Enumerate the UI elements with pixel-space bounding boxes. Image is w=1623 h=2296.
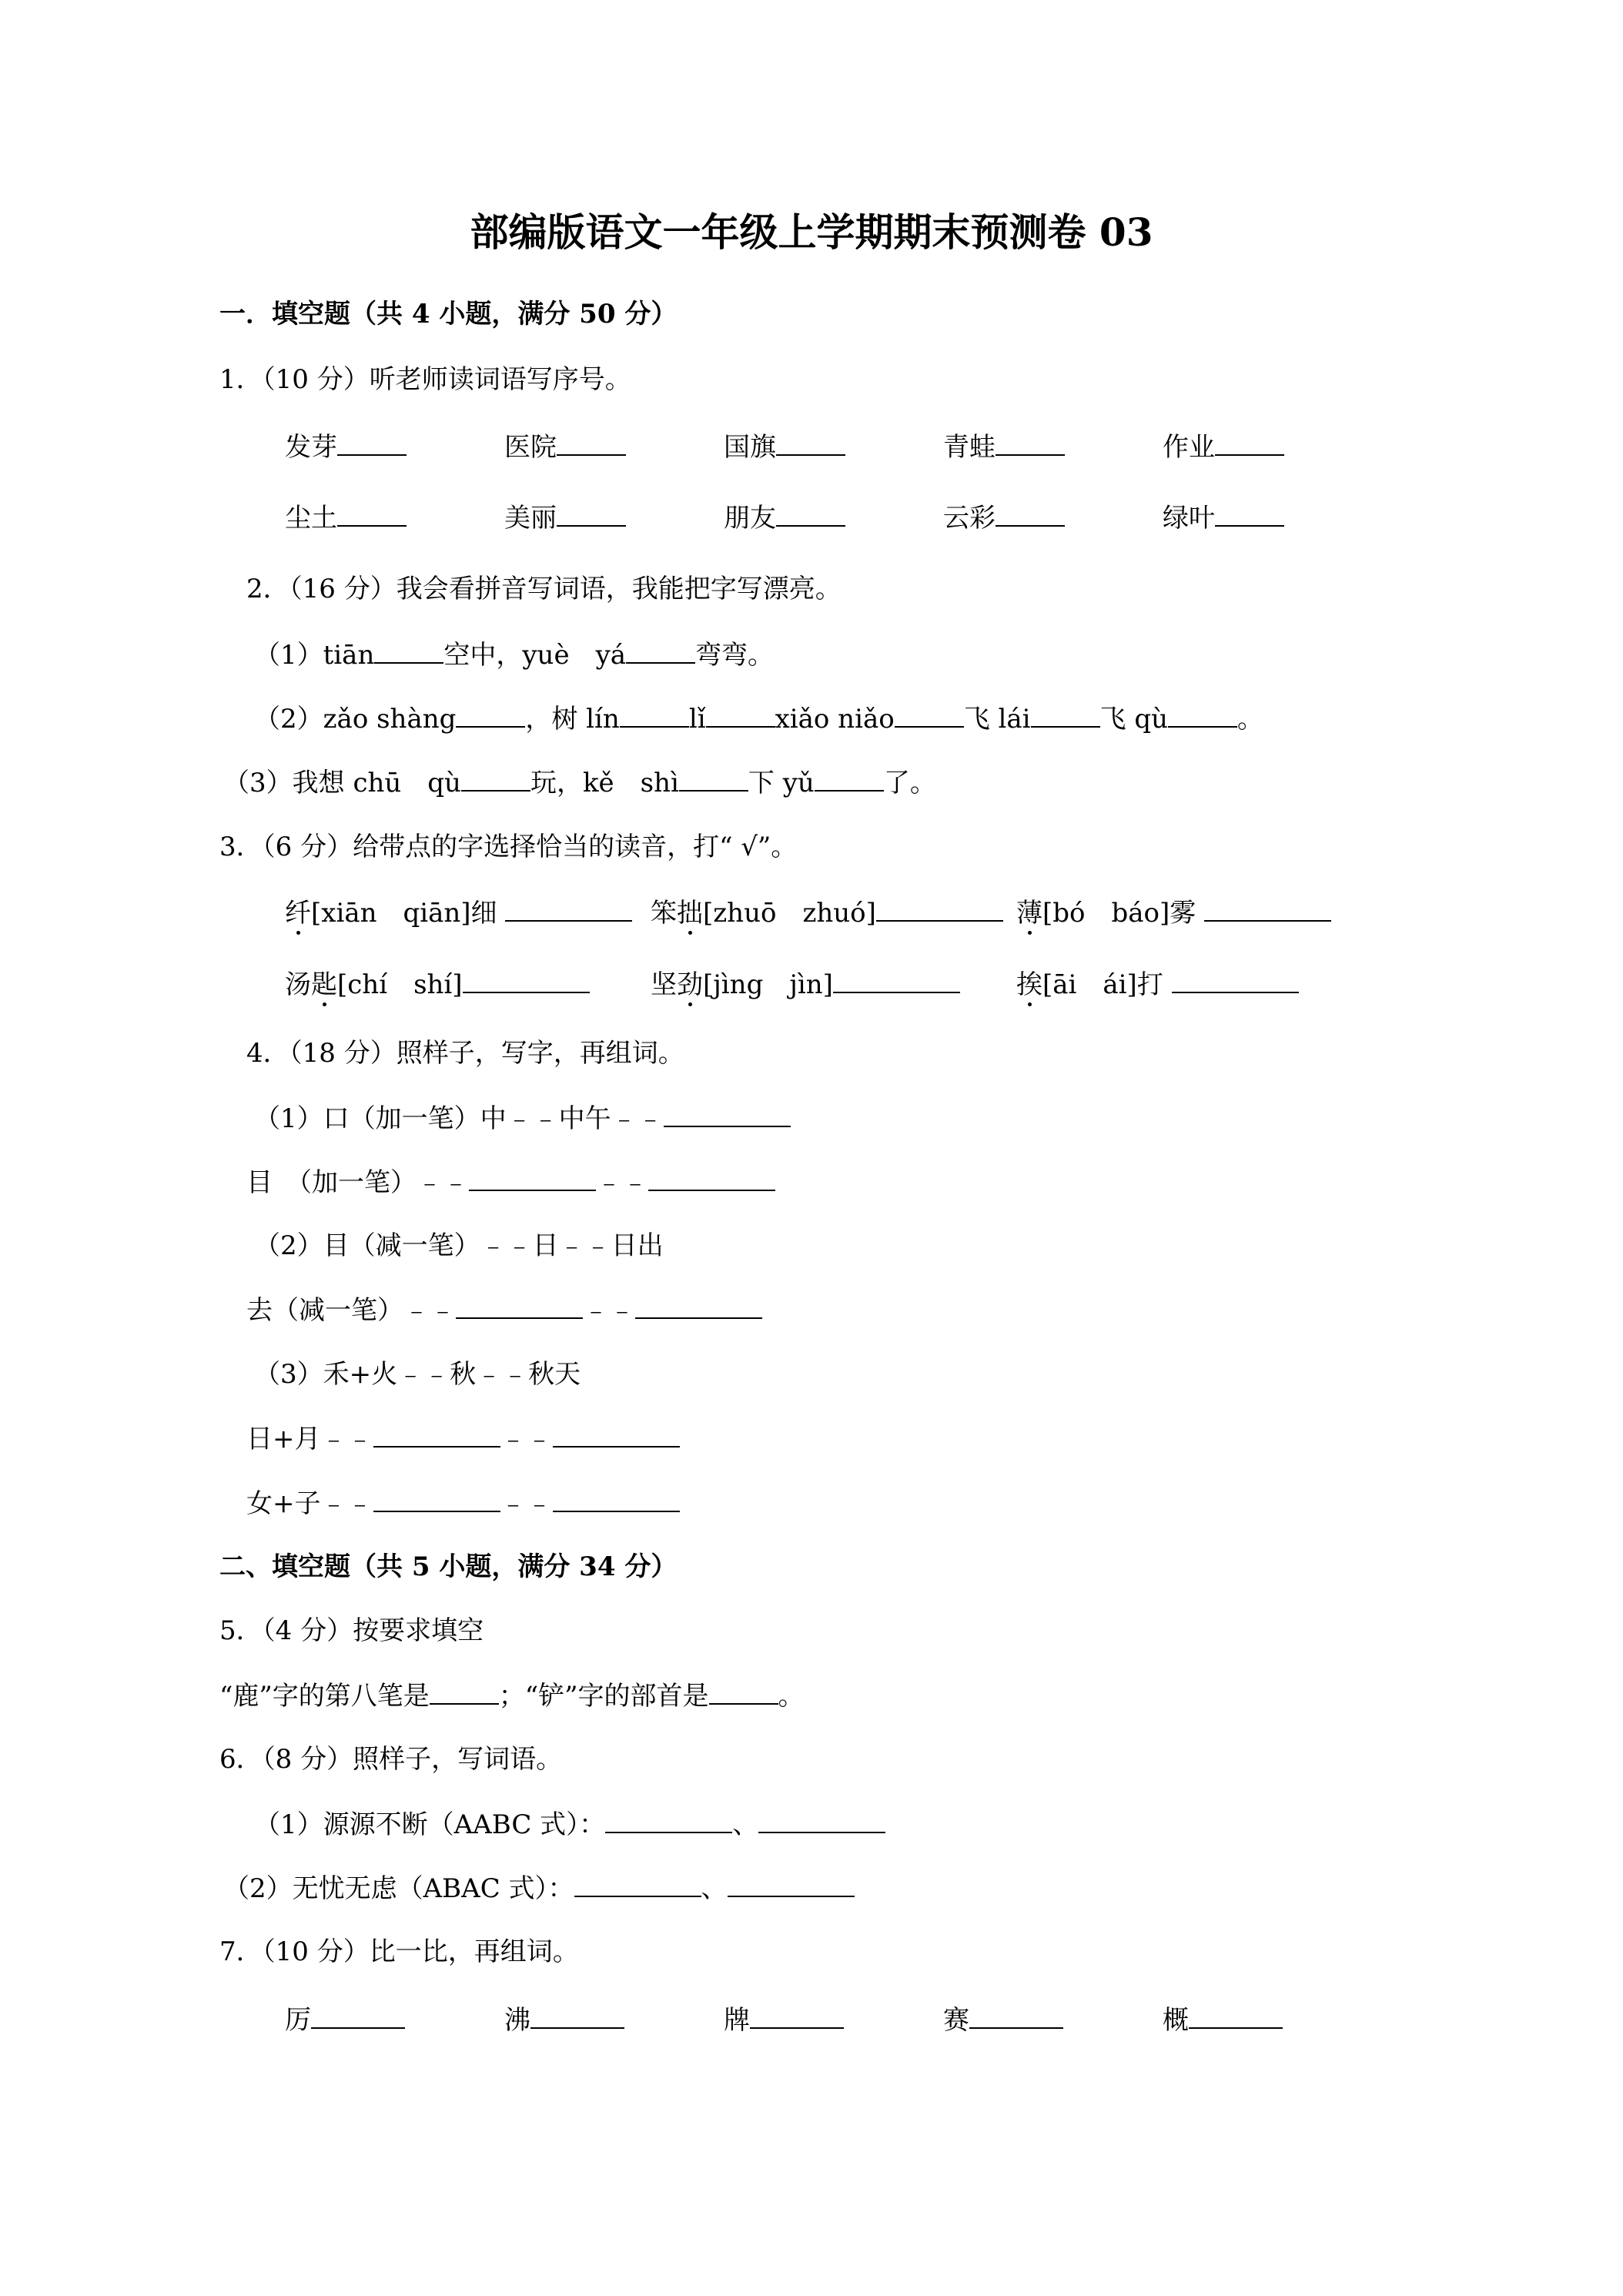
answer-blank[interactable] [456,1294,583,1319]
answer-blank[interactable] [1215,502,1284,527]
word-item: 发芽 [285,431,407,463]
answer-blank[interactable] [373,1423,500,1448]
compare-item: 牌 [724,2004,844,2036]
answer-blank[interactable] [969,2004,1063,2029]
answer-blank[interactable] [1031,703,1100,728]
compare-item: 厉 [285,2004,405,2036]
answer-blank[interactable] [1189,2004,1283,2029]
question-2-line-3: （3）我想 chū qù 玩，kě shì 下 yǔ 了。 [223,768,936,798]
answer-blank[interactable] [648,1166,775,1191]
question-5-line: “鹿”字的第八笔是 ；“铲”字的部首是 。 [219,1681,805,1712]
answer-blank[interactable] [373,1488,500,1512]
word-item: 尘土 [285,502,407,534]
answer-blank[interactable] [1204,897,1331,922]
answer-blank[interactable] [664,1103,791,1127]
question-2-line-2: （2）zǎo shàng ，树 lín lǐ xiǎo niǎo 飞 lái 飞 qù 。 [254,704,1263,735]
answer-blank[interactable] [505,897,632,922]
word-item: 青蛙 [943,431,1065,463]
answer-blank[interactable] [1215,431,1284,456]
answer-blank[interactable] [1172,969,1299,993]
question-4-line-6: 日+月﹣﹣ ﹣﹣ [246,1423,680,1454]
word-item: 作业 [1163,431,1284,463]
answer-blank[interactable] [337,431,407,456]
answer-blank[interactable] [895,703,964,728]
answer-blank[interactable] [574,1873,701,1897]
answer-blank[interactable] [557,431,626,456]
answer-blank[interactable] [1168,703,1237,728]
word-item: 绿叶 [1163,502,1284,534]
answer-blank[interactable] [776,502,845,527]
answer-blank[interactable] [758,1809,885,1833]
word-item: 医院 [504,431,626,463]
question-3-stem: 3．（6 分）给带点的字选择恰当的读音，打“ √”。 [219,832,798,862]
section-heading-2: 二、填空题（共 5 小题，满分 34 分） [219,1551,678,1582]
answer-blank[interactable] [996,431,1065,456]
compare-item: 概 [1163,2004,1283,2036]
dotted-character: 薄 [1016,898,1042,929]
reading-choice: 坚劲[jìng jìn] [651,969,960,1000]
question-4-line-5: （3）禾+火﹣﹣秋﹣﹣秋天 [254,1359,581,1390]
question-6-line-1: （1）源源不断（AABC 式）： 、 [254,1809,885,1840]
question-4-line-7: 女+子﹣﹣ ﹣﹣ [246,1488,680,1519]
answer-blank[interactable] [463,969,590,993]
answer-blank[interactable] [605,1809,732,1833]
dotted-character: 匙 [311,969,337,1000]
question-4-line-3: （2）目（减一笔）﹣﹣日﹣﹣日出 [254,1230,664,1261]
question-7-stem: 7．（10 分）比一比，再组词。 [219,1936,579,1967]
answer-blank[interactable] [706,703,775,728]
question-6-line-2: （2）无忧无虑（ABAC 式）： 、 [223,1873,855,1904]
answer-blank[interactable] [311,2004,405,2029]
question-2-line-1: （1）tiān 空中，yuè yá 弯弯。 [254,640,775,671]
question-4-line-1: （1）口（加一笔）中﹣﹣中午﹣﹣ [254,1103,791,1134]
answer-blank[interactable] [876,897,1003,922]
word-item: 朋友 [724,502,845,534]
reading-choice: 薄[bó báo]雾 [1016,897,1331,929]
answer-blank[interactable] [750,2004,844,2029]
dotted-character: 挨 [1016,969,1042,1000]
word-item: 美丽 [504,502,626,534]
answer-blank[interactable] [430,1680,499,1705]
answer-blank[interactable] [530,2004,624,2029]
answer-blank[interactable] [469,1166,596,1191]
answer-blank[interactable] [833,969,960,993]
question-1-stem: 1．（10 分）听老师读词语写序号。 [219,364,631,395]
answer-blank[interactable] [679,767,748,792]
answer-blank[interactable] [709,1680,778,1705]
answer-blank[interactable] [374,639,443,664]
answer-blank[interactable] [635,1294,762,1319]
answer-blank[interactable] [996,502,1065,527]
question-4-line-4: 去（减一笔）﹣﹣ ﹣﹣ [246,1294,762,1326]
answer-blank[interactable] [456,703,525,728]
reading-choice: 挨[āi ái]打 [1016,969,1299,1000]
dotted-character: 劲 [677,969,703,1000]
question-5-stem: 5．（4 分）按要求填空 [219,1615,484,1646]
compare-item: 赛 [943,2004,1063,2036]
page-title: 部编版语文一年级上学期期末预测卷 03 [470,209,1153,255]
reading-choice: 汤匙[chí shí] [285,969,590,1000]
reading-choice: 笨拙[zhuō zhuó] [651,897,1003,929]
compare-item: 沸 [504,2004,624,2036]
answer-blank[interactable] [461,767,530,792]
word-item: 国旗 [724,431,845,463]
answer-blank[interactable] [728,1873,855,1897]
question-4-line-2: 目 （加一笔）﹣﹣ ﹣﹣ [246,1166,775,1198]
question-6-stem: 6．（8 分）照样子，写词语。 [219,1744,563,1775]
question-4-stem: 4．（18 分）照样子，写字，再组词。 [246,1038,684,1069]
answer-blank[interactable] [553,1423,680,1448]
answer-blank[interactable] [815,767,884,792]
answer-blank[interactable] [626,639,695,664]
dotted-character: 拙 [677,898,703,929]
answer-blank[interactable] [776,431,845,456]
answer-blank[interactable] [557,502,626,527]
reading-choice: 纤[xiān qiān]细 [285,897,632,929]
question-2-stem: 2．（16 分）我会看拼音写词语，我能把字写漂亮。 [246,574,842,604]
answer-blank[interactable] [620,703,689,728]
answer-blank[interactable] [553,1488,680,1512]
word-item: 云彩 [943,502,1065,534]
section-heading-1: 一．填空题（共 4 小题，满分 50 分） [219,299,678,330]
answer-blank[interactable] [337,502,407,527]
dotted-character: 纤 [285,898,311,929]
